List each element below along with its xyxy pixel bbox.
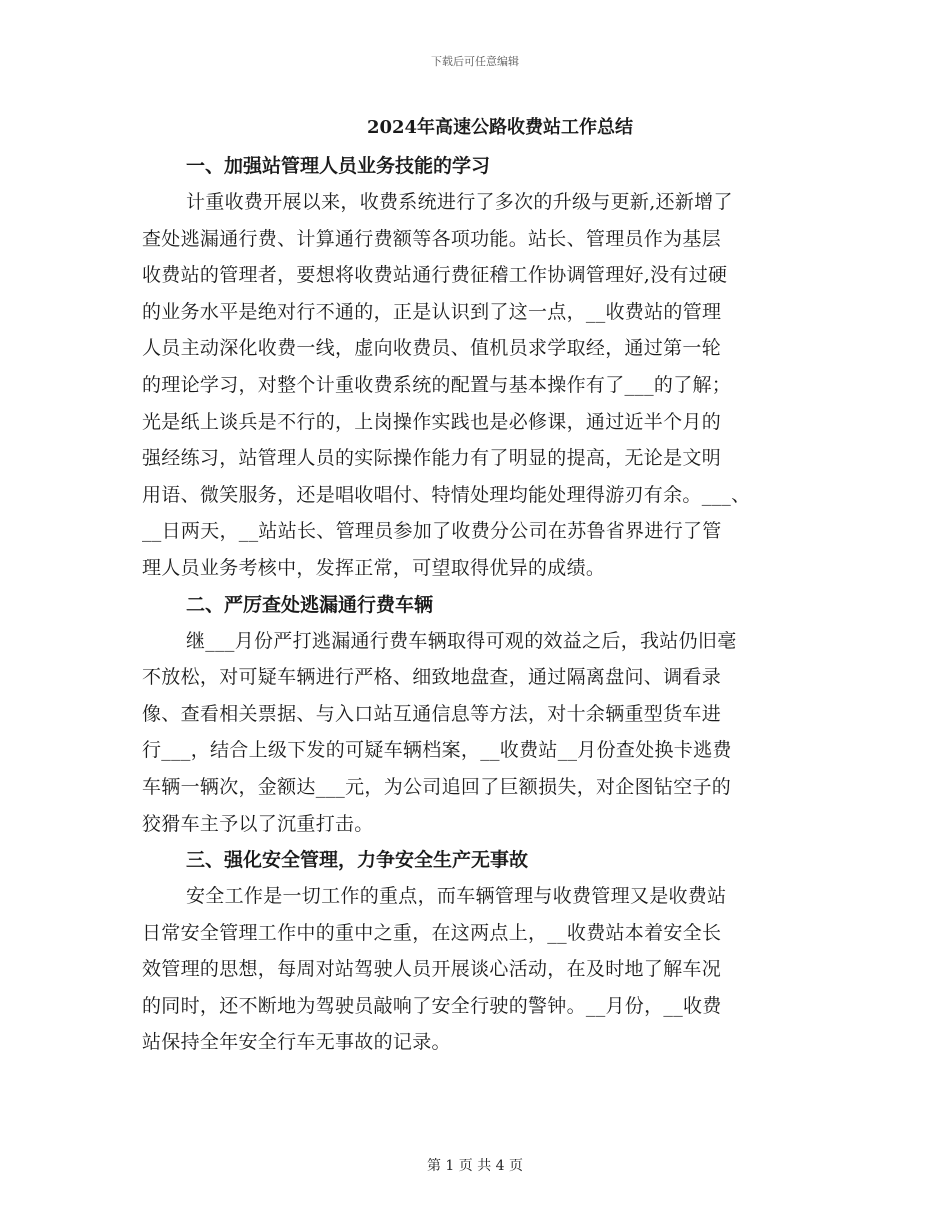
- section-2-line: 狡猾车主予以了沉重打击。: [142, 812, 374, 835]
- section-2-line: 不放松，对可疑车辆进行严格、细致地盘查，通过隔离盘问、调看录: [142, 666, 722, 689]
- section-1-line: 的业务水平是绝对行不通的，正是认识到了这一点，__收费站的管理: [142, 300, 722, 323]
- page-footer: 第 1 页 共 4 页: [426, 1158, 524, 1174]
- section-2-line: 像、查看相关票据、与入口站互通信息等方法，对十余辆重型货车进: [142, 702, 722, 725]
- section-2-heading: 二、严厉查处逃漏通行费车辆: [186, 593, 434, 616]
- section-1-heading: 一、加强站管理人员业务技能的学习: [186, 155, 491, 177]
- section-1-line: 的理论学习，对整个计重收费系统的配置与基本操作有了___的了解；: [142, 373, 732, 396]
- section-1-line: __日两天，__站站长、管理员参加了收费分公司在苏鲁省界进行了管: [142, 520, 722, 543]
- section-3-line: 日常安全管理工作中的重中之重，在这两点上，__收费站本着安全长: [142, 921, 722, 944]
- section-3-line: 站保持全年安全行车无事故的记录。: [142, 1031, 451, 1054]
- section-1-line: 理人员业务考核中，发挥正常，可望取得优异的成绩。: [142, 556, 606, 579]
- section-1-line: 光是纸上谈兵是不行的，上岗操作实践也是必修课，通过近半个月的: [142, 410, 722, 433]
- section-3-heading: 三、强化安全管理，力争安全生产无事故: [186, 849, 529, 872]
- section-2-line: 行___，结合上级下发的可疑车辆档案，__收费站__月份查处换卡逃费: [142, 739, 732, 762]
- section-2-line: 继___月份严打逃漏通行费车辆取得可观的效益之后，我站仍旧毫: [186, 629, 737, 652]
- section-1-line: 强经练习，站管理人员的实际操作能力有了明显的提高，无论是文明: [142, 447, 722, 470]
- section-2-line: 车辆一辆次，金额达___元，为公司追回了巨额损失，对企图钻空子的: [142, 775, 732, 798]
- section-1-line: 收费站的管理者，要想将收费站通行费征稽工作协调管理好,没有过硬: [142, 264, 728, 287]
- section-1-line: 用语、微笑服务，还是唱收唱付、特情处理均能处理得游刃有余。___、: [142, 483, 751, 506]
- section-3-line: 安全工作是一切工作的重点，而车辆管理与收费管理又是收费站: [186, 885, 727, 908]
- page-header: 下载后可任意编辑: [431, 55, 519, 68]
- section-3-line: 效管理的思想，每周对站驾驶人员开展谈心活动，在及时地了解车况: [142, 958, 722, 981]
- section-3-line: 的同时，还不断地为驾驶员敲响了安全行驶的警钟。__月份，__收费: [142, 994, 722, 1017]
- section-1-line: 人员主动深化收费一线，虚向收费员、值机员求学取经，通过第一轮: [142, 337, 722, 360]
- section-1-line: 查处逃漏通行费、计算通行费额等各项功能。站长、管理员作为基层: [142, 227, 722, 250]
- section-1-line: 计重收费开展以来，收费系统进行了多次的升级与更新,还新增了: [186, 191, 733, 213]
- document-body: [142, 148, 810, 1061]
- document-title: 2024年高速公路收费站工作总结: [366, 117, 634, 138]
